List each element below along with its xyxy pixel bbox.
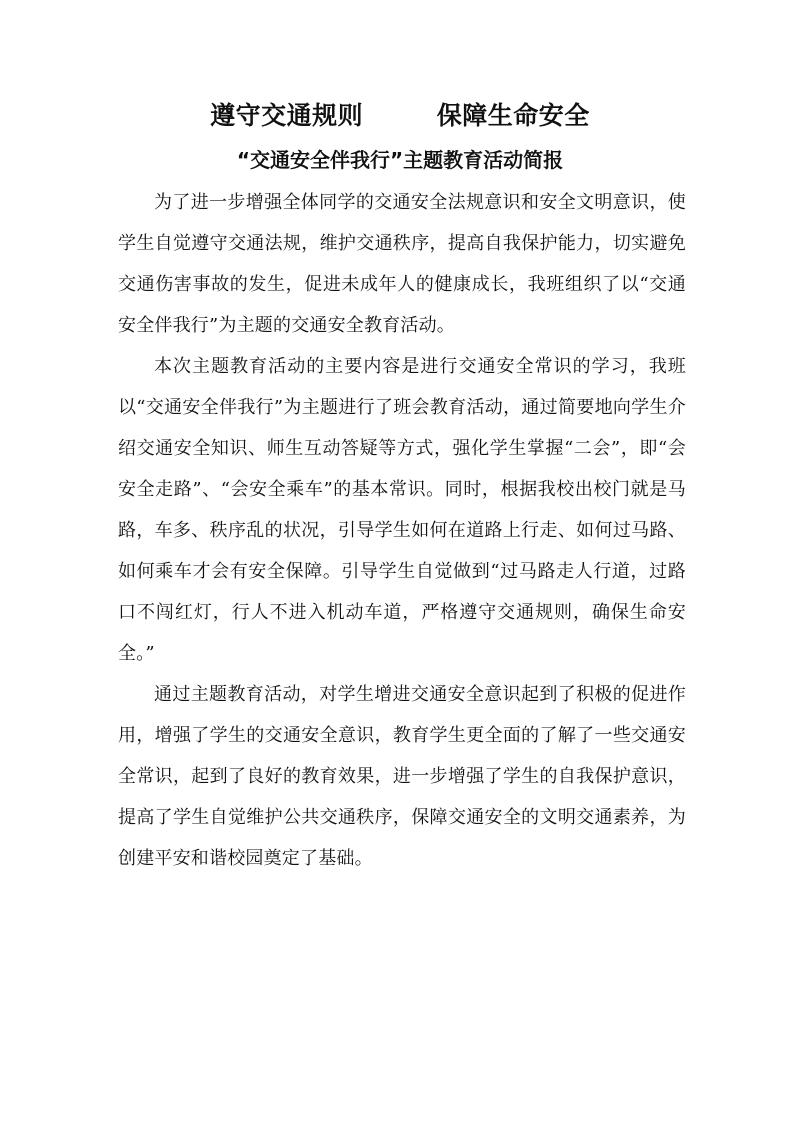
paragraph-intro: 为了进一步增强全体同学的交通安全法规意识和安全文明意识，使学生自觉遵守交通法规，维护交通秩序，提高自我保护能力，切实避免交通伤害事故的发生，促进未成年人的健康成长，我班组织了以“交通安全伴我行”为主题的交通安全教育活动。: [118, 192, 686, 336]
document-title: 遵守交通规则 保障生命安全: [210, 101, 590, 130]
document-body: [118, 182, 686, 879]
paragraph-content: 本次主题教育活动的主要内容是进行交通安全常识的学习，我班以“交通安全伴我行”为主题进行了班会教育活动，通过简要地向学生介绍交通安全知识、师生互动答疑等方式，强化学生掌握“二会”，即“会安全走路”、“会安全乘车”的基本常识。同时，根据我校出校门就是马路，车多、秩序乱的状况，引导学生如何在道路上行走、如何过马路、如何乘车才会有安全保障。引导学生自觉做到“过马路走人行道，过路口不闯红灯，行人不进入机动车道，严格遵守交通规则，确保生命安全。”: [118, 356, 686, 664]
document-subtitle: “交通安全伴我行”主题教育活动简报: [236, 148, 564, 172]
paragraph-summary: 通过主题教育活动，对学生增进交通安全意识起到了积极的促进作用，增强了学生的交通安全意识，教育学生更全面的了解了一些交通安全常识，起到了良好的教育效果，进一步增强了学生的自我保护意识，提高了学生自觉维护公共交通秩序，保障交通安全的文明交通素养，为创建平安和谐校园奠定了基础。: [118, 684, 686, 869]
